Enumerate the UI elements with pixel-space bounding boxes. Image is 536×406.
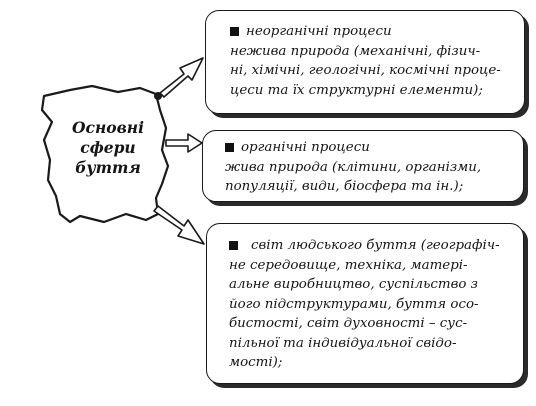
box-human-line-5: пільної та індивідуальної свідо- (229, 335, 457, 351)
box-organic-processes (202, 130, 524, 202)
arrow-to-human (154, 206, 204, 244)
bullet-square-icon (230, 27, 239, 36)
box-inorganic-line-2: ні, хімічні, геологічні, космічні проце- (230, 63, 501, 78)
box-human-heading: світ людського буття (географіч- (251, 238, 500, 253)
box-human-line-2: альне виробництво, суспільство з (229, 277, 478, 292)
arrow-to-inorganic (160, 58, 203, 97)
box-human-heading-row (229, 236, 515, 256)
box-organic-line-1: жива природа (клітини, організми, (225, 159, 482, 175)
arrow-to-organic (166, 134, 202, 152)
box-organic-heading-row (225, 138, 515, 158)
box-inorganic-line-1: нежива природа (механічні, фізич- (230, 43, 481, 59)
box-human-line-1: не середовище, техніка, матері- (229, 257, 468, 273)
box-human-line-3: його підструктурами, буття осо- (229, 296, 479, 312)
center-label-line-3: буття (75, 158, 141, 177)
center-label-line-2: сфери (80, 138, 136, 157)
box-inorganic-line-3: цеси та їх структурні елементи); (230, 82, 483, 98)
center-label (52, 118, 164, 178)
box-organic-line-2: популяції, види, біосфера та ін.); (225, 179, 464, 194)
box-inorganic-processes (205, 10, 525, 114)
bullet-square-icon (229, 241, 238, 250)
box-organic-heading: органічні процеси (241, 140, 370, 155)
box-inorganic-heading-row (230, 22, 516, 42)
box-human-world (206, 223, 524, 384)
bullet-square-icon (225, 143, 234, 152)
box-human-line-6: мості); (229, 355, 283, 370)
center-label-line-1: Основні (72, 118, 144, 137)
box-human-line-4: бистості, світ духовності – сус- (229, 316, 468, 331)
box-inorganic-heading: неорганічні процеси (246, 24, 392, 39)
